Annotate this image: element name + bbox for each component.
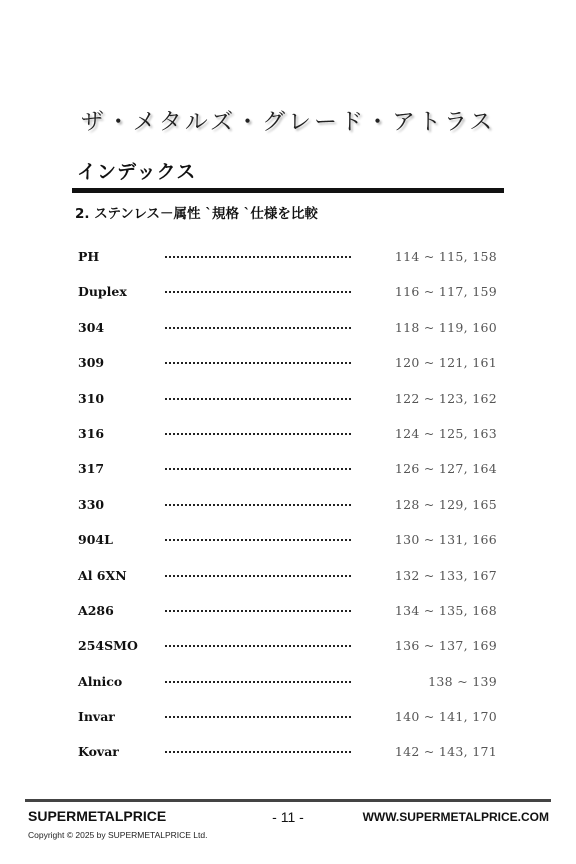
index-entry[interactable] xyxy=(0,239,576,274)
entry-pages: 122 ~ 123, 162 xyxy=(394,390,497,406)
section-heading: 2. ステンレス－属性 `規格 `仕様を比較 xyxy=(75,206,318,222)
entry-name: 316 xyxy=(78,425,105,441)
entry-pages: 128 ~ 129, 165 xyxy=(394,496,497,512)
dot-leader xyxy=(165,681,351,683)
index-entry[interactable] xyxy=(0,699,576,734)
dot-leader xyxy=(165,398,351,400)
dot-leader xyxy=(165,433,351,435)
index-entry[interactable] xyxy=(0,381,576,416)
dot-leader xyxy=(165,468,351,470)
entry-name: 304 xyxy=(78,319,105,335)
entry-name: 254SMO xyxy=(78,638,138,654)
entry-name: 330 xyxy=(78,496,105,512)
entry-pages: 138 ~ 139 xyxy=(428,673,497,689)
entry-name: 309 xyxy=(78,355,105,371)
entry-pages: 116 ~ 117, 159 xyxy=(394,284,497,300)
index-entry[interactable] xyxy=(0,522,576,557)
entry-name: 317 xyxy=(78,461,105,477)
index-entry[interactable] xyxy=(0,416,576,451)
index-entry[interactable] xyxy=(0,451,576,486)
entry-pages: 114 ~ 115, 158 xyxy=(394,249,497,264)
entry-name: Invar xyxy=(78,709,115,725)
dot-leader xyxy=(165,327,351,329)
entry-pages: 142 ~ 143, 171 xyxy=(394,744,497,760)
entry-pages: 130 ~ 131, 166 xyxy=(394,532,497,548)
dot-leader xyxy=(165,751,351,753)
dot-leader xyxy=(165,610,351,612)
dot-leader xyxy=(165,539,351,541)
entry-name: Alnico xyxy=(78,673,123,689)
index-heading: インデックス xyxy=(77,161,197,183)
dot-leader xyxy=(165,645,351,647)
index-list xyxy=(0,239,576,770)
entry-name: 310 xyxy=(78,390,105,406)
entry-name: 904L xyxy=(78,532,113,548)
index-entry[interactable] xyxy=(0,487,576,522)
index-entry[interactable] xyxy=(0,593,576,628)
entry-pages: 126 ~ 127, 164 xyxy=(394,461,497,477)
entry-name: A286 xyxy=(78,602,114,618)
copyright-notice: Copyright © 2025 by SUPERMETALPRICE Ltd. xyxy=(28,830,208,840)
index-entry[interactable] xyxy=(0,345,576,380)
dot-leader xyxy=(165,362,351,364)
index-entry[interactable] xyxy=(0,310,576,345)
footer-brand: SUPERMETALPRICE xyxy=(28,808,167,824)
index-entry[interactable] xyxy=(0,274,576,309)
footer-url[interactable]: WWW.SUPERMETALPRICE.COM xyxy=(362,810,549,824)
page-number: - 11 - xyxy=(272,809,304,825)
footer-rule xyxy=(25,799,551,802)
dot-leader xyxy=(165,716,351,718)
entry-pages: 132 ~ 133, 167 xyxy=(394,567,497,583)
entry-name: PH xyxy=(78,249,100,264)
document-title: ザ・メタルズ・グレード・アトラス xyxy=(80,109,496,135)
entry-pages: 134 ~ 135, 168 xyxy=(394,602,497,618)
index-entry[interactable] xyxy=(0,734,576,769)
dot-leader xyxy=(165,504,351,506)
entry-pages: 140 ~ 141, 170 xyxy=(394,709,497,725)
entry-name: Al 6XN xyxy=(78,567,127,583)
heading-rule xyxy=(72,188,504,193)
index-entry[interactable] xyxy=(0,558,576,593)
index-entry[interactable] xyxy=(0,628,576,663)
entry-name: Duplex xyxy=(78,284,127,300)
dot-leader xyxy=(165,575,351,577)
entry-pages: 124 ~ 125, 163 xyxy=(394,425,497,441)
entry-pages: 118 ~ 119, 160 xyxy=(394,319,497,335)
entry-pages: 120 ~ 121, 161 xyxy=(394,355,497,371)
entry-pages: 136 ~ 137, 169 xyxy=(394,638,497,654)
dot-leader xyxy=(165,291,351,293)
entry-name: Kovar xyxy=(78,744,119,760)
dot-leader xyxy=(165,256,351,258)
index-entry[interactable] xyxy=(0,664,576,699)
